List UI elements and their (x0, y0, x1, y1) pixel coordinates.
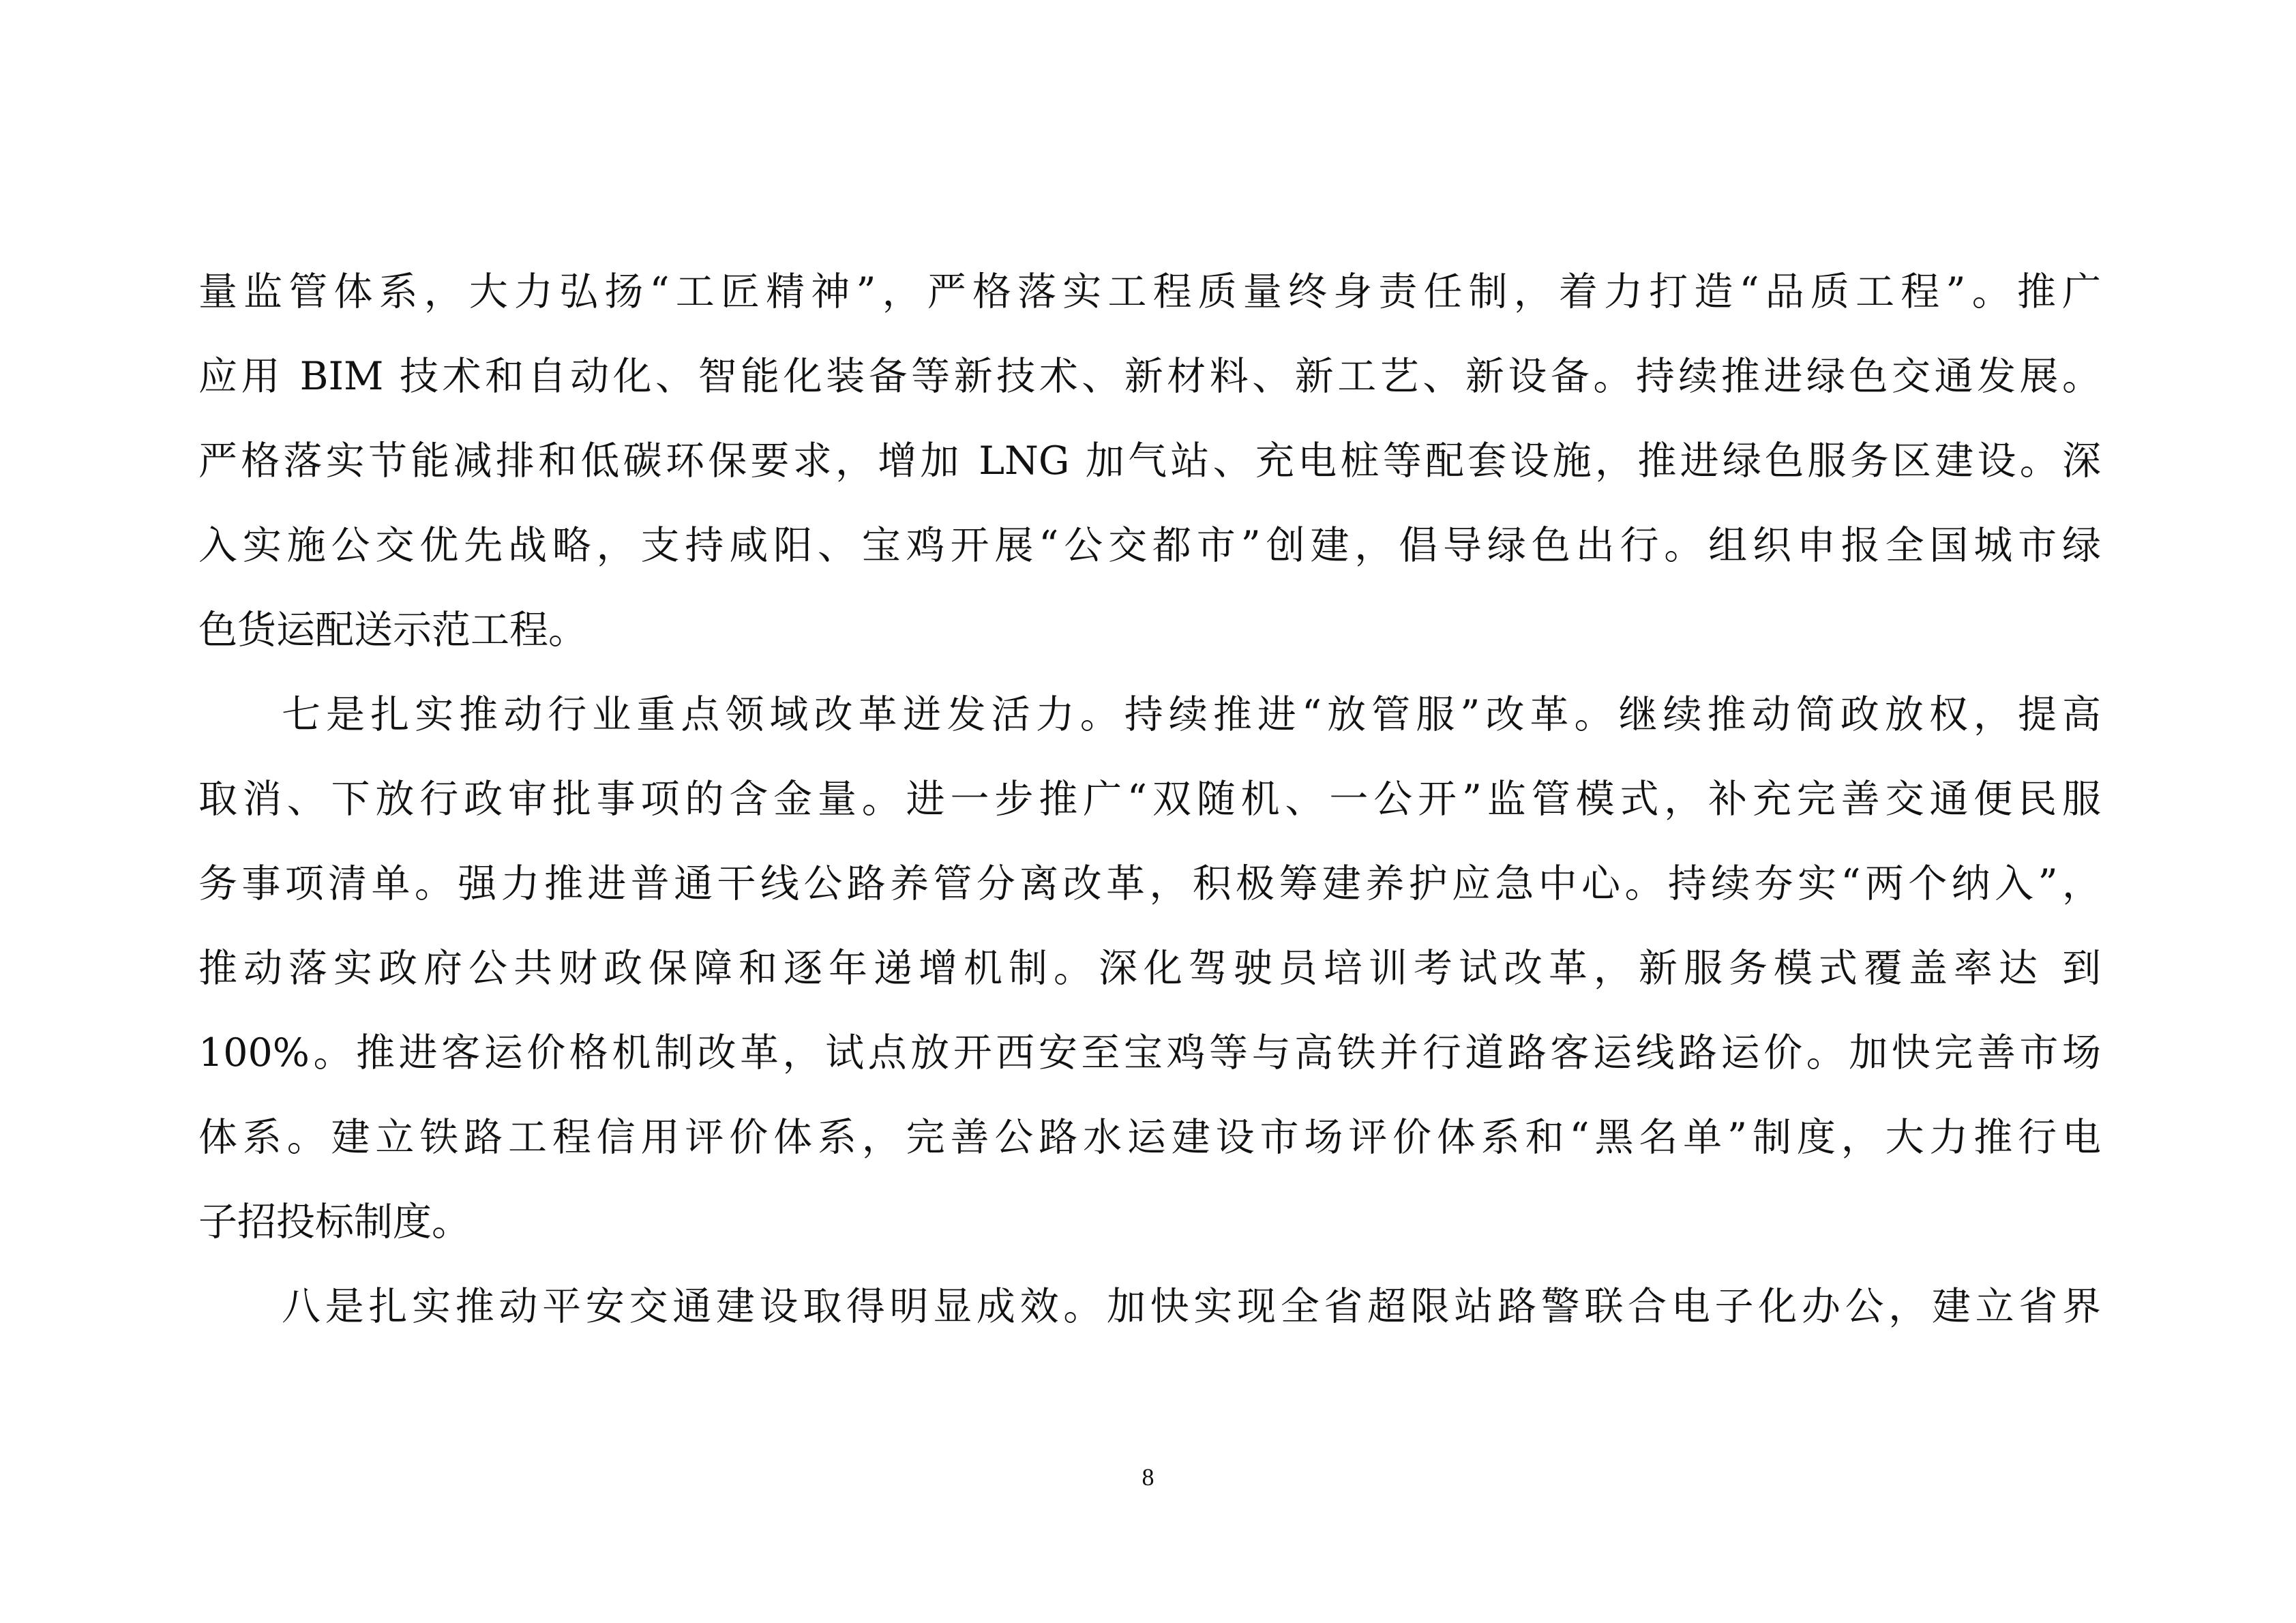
text-line: 子招投标制度。 (198, 1200, 471, 1245)
text-line: 七是扎实推动行业重点领域改革迸发活力。持续推进“放管服”改革。继续推动简政放权，提高 (282, 692, 2101, 737)
text-line: 入实施公交优先战略，支持咸阳、宝鸡开展“公交都市”创建，倡导绿色出行。组织申报全国城市绿 (198, 523, 2101, 568)
text-line: 取消、下放行政审批事项的含金量。进一步推广“双随机、一公开”监管模式，补充完善交通便民服 (198, 777, 2101, 822)
text-line: 应用 BIM 技术和自动化、智能化装备等新技术、新材料、新工艺、新设备。持续推进绿色交通发展。 (198, 354, 2101, 399)
body-text (198, 250, 2101, 1349)
text-line: 推动落实政府公共财政保障和逐年递增机制。深化驾驶员培训考试改革，新服务模式覆盖率达 到 (198, 946, 2101, 991)
text-line: 严格落实节能减排和低碳环保要求，增加 LNG 加气站、充电桩等配套设施，推进绿色服务区建设。深 (198, 438, 2101, 483)
text-line: 100%。推进客运价格机制改革，试点放开西安至宝鸡等与高铁并行道路客运线路运价。加快完善市场 (198, 1030, 2101, 1075)
text-line: 色货运配送示范工程。 (198, 608, 587, 653)
text-line: 量监管体系，大力弘扬“工匠精神”，严格落实工程质量终身责任制，着力打造“品质工程”。推广 (198, 269, 2101, 314)
text-line: 务事项清单。强力推进普通干线公路养管分离改革，积极筹建养护应急中心。持续夯实“两个纳入”， (198, 861, 2101, 906)
text-line: 体系。建立铁路工程信用评价体系，完善公路水运建设市场评价体系和“黑名单”制度，大力推行电 (198, 1115, 2101, 1160)
page-number: 8 (1142, 1463, 1154, 1491)
text-line: 八是扎实推动平安交通建设取得明显成效。加快实现全省超限站路警联合电子化办公，建立省界 (282, 1284, 2101, 1329)
